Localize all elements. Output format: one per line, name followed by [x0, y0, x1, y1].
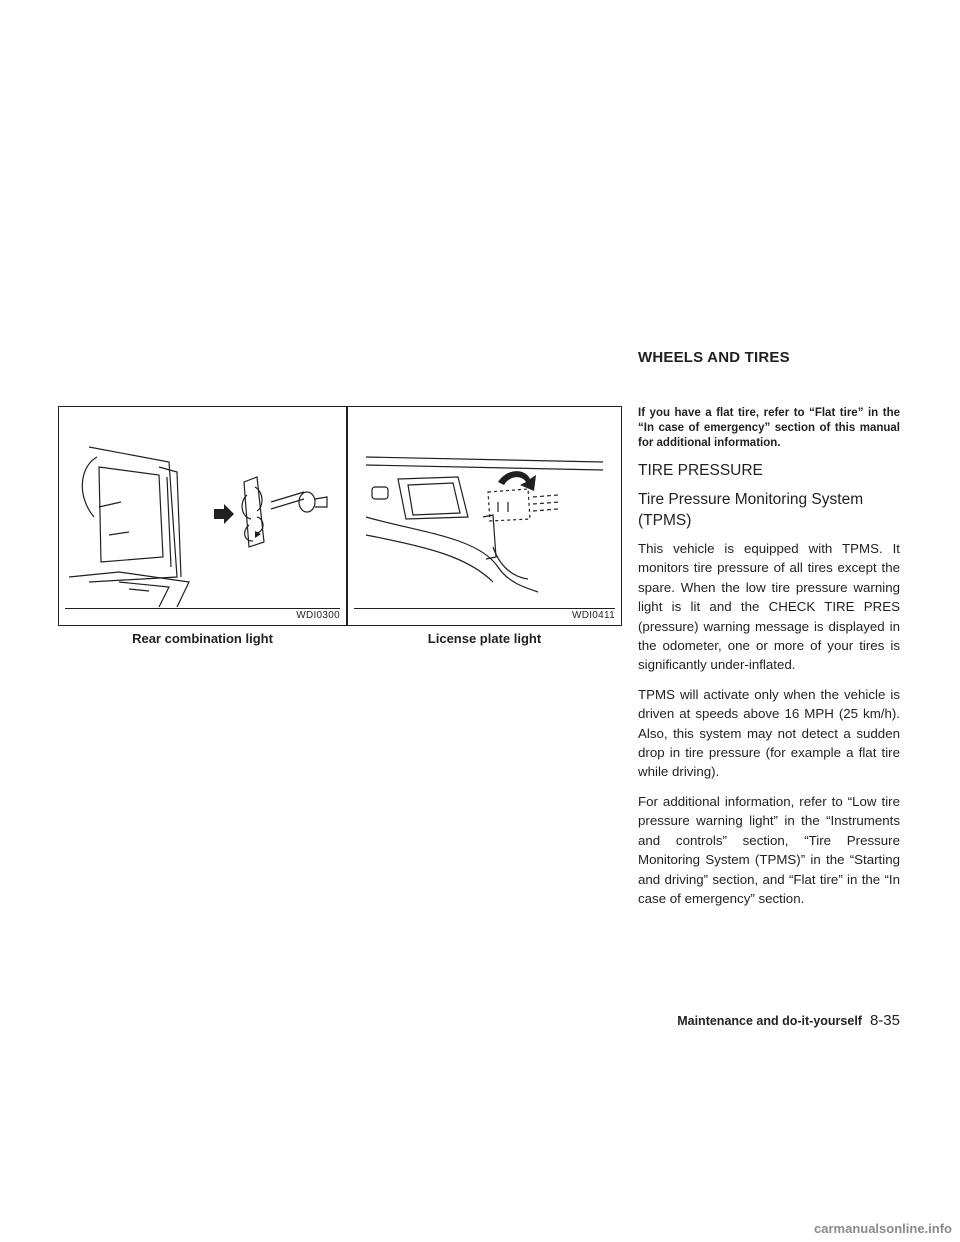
figure-code: WDI0411 — [571, 610, 615, 621]
figure-license-plate-light — [347, 406, 622, 626]
footer-section-title: Maintenance and do-it-yourself — [677, 1014, 862, 1028]
subheading-tire-pressure: TIRE PRESSURE — [638, 462, 763, 479]
paragraph: TPMS will activate only when the vehicle is driven at speeds above 16 MPH (25 km/h). Also, this system may not detect a sudden drop in tire pressure (for example a flat tire while driving). — [638, 686, 900, 780]
figure-code-rule — [65, 608, 340, 609]
section-heading: WHEELS AND TIRES — [638, 349, 790, 366]
figure-code-rule — [354, 608, 615, 609]
text-column — [638, 406, 900, 918]
subheading-tpms: Tire Pressure Monitoring System (TPMS) — [638, 491, 864, 529]
figure-code: WDI0300 — [296, 610, 340, 621]
figure-rear-combination-light — [58, 406, 347, 626]
watermark: carmanualsonline.info — [814, 1221, 952, 1236]
paragraph: For additional information, refer to “Low tire pressure warning light” in the “Instruments and controls” section, “Tire Pressure Monitoring System (TPMS)” in the “Starting and driving” section, and “Flat tire” in the “In case of emergency” section. — [638, 793, 900, 906]
page-number: 8-35 — [869, 1012, 900, 1029]
flat-tire-note: If you have a flat tire, refer to “Flat tire” in the “In case of emergency” section of this manual for additional information. — [638, 407, 900, 449]
figure-caption: Rear combination light — [132, 631, 273, 646]
license-plate-light-illustration — [348, 407, 620, 607]
page-footer — [677, 1012, 900, 1029]
rear-combination-light-illustration — [59, 407, 345, 607]
figure-caption: License plate light — [427, 631, 542, 646]
paragraph: This vehicle is equipped with TPMS. It monitors tire pressure of all tires except the spare. When the low tire pressure warning light is lit and the CHECK TIRE PRES (pressure) warning message is displayed in the odometer, one or more of your tires is significantly under-inflated. — [638, 541, 900, 673]
